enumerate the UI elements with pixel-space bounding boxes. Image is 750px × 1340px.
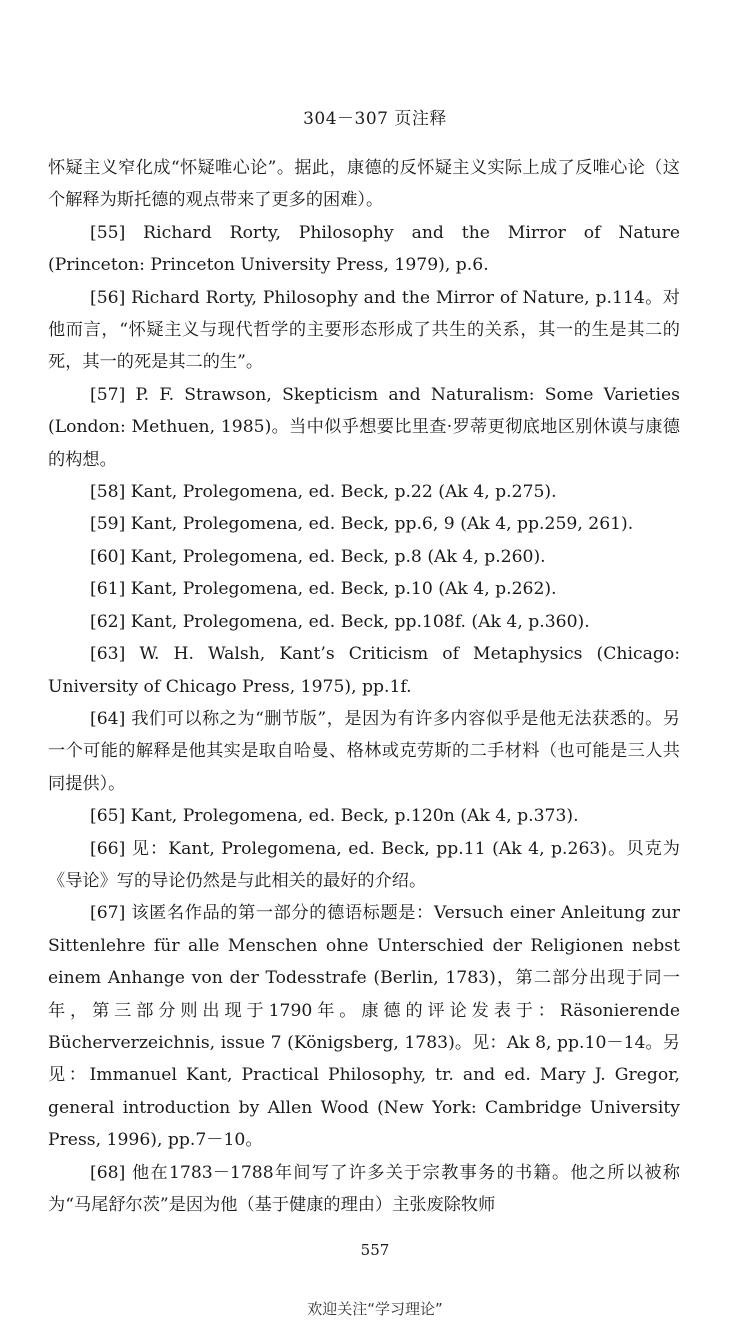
note-57: [57] P. F. Strawson, Skepticism and Naturalism: Some Varieties (London: Methuen, 1985)。当中似乎想要比里查·罗蒂更彻底地区别休谟与康德的构想。 xyxy=(48,384,680,470)
note-59: [59] Kant, Prolegomena, ed. Beck, pp.6, 9 (Ak 4, pp.259, 261). xyxy=(90,514,634,535)
note-63: [63] W. H. Walsh, Kant’s Criticism of Metaphysics (Chicago: University of Chicago Press, 1975), pp.1f. xyxy=(48,644,680,697)
note-60: [60] Kant, Prolegomena, ed. Beck, p.8 (Ak 4, p.260). xyxy=(90,546,546,567)
note-68: [68] 他在1783－1788年间写了许多关于宗教事务的书籍。他之所以被称为“马尾舒尔茨”是因为他（基于健康的理由）主张废除牧师 xyxy=(48,1162,680,1215)
note-66: [66] 见：Kant, Prolegomena, ed. Beck, pp.11 (Ak 4, p.263)。贝克为《导论》写的导论仍然是与此相关的最好的介绍。 xyxy=(48,838,680,891)
note-58: [58] Kant, Prolegomena, ed. Beck, p.22 (Ak 4, p.275). xyxy=(90,482,557,503)
note-55: [55] Richard Rorty, Philosophy and the Mirror of Nature (Princeton: Princeton University Press, 1979), p.6. xyxy=(48,222,680,276)
note-67: [67] 该匿名作品的第一部分的德语标题是：Versuch einer Anleitung zur Sittenlehre für alle Menschen ohne Unterschied der Religionen nebst einem Anhange von der Todesstrafe (Berlin, 1783)，第二部分出现于同一年，第三部分则出现于1790年。康德的评论发表于：Räsonierende Bücherverzeichnis, issue 7 (Königsberg, 1783)。见：Ak 8, pp.10－14。另见：Immanuel Kant, Practical Philosophy, tr. and ed. Mary J. Gregor, general introduction by Allen Wood (New York: Cambridge University Press, 1996), pp.7－10。 xyxy=(48,903,680,1151)
notes-body xyxy=(48,152,680,1221)
note-65: [65] Kant, Prolegomena, ed. Beck, p.120n (Ak 4, p.373). xyxy=(90,806,579,827)
note-paragraph: 怀疑主义窄化成“怀疑唯心论”。据此，康德的反怀疑主义实际上成了反唯心论（这个解释为斯托德的观点带来了更多的困难）。 xyxy=(48,158,680,211)
note-64: [64] 我们可以称之为“删节版”，是因为有许多内容似乎是他无法获悉的。另一个可能的解释是他其实是取自哈曼、格林或克劳斯的二手材料（也可能是三人共同提供）。 xyxy=(48,708,680,794)
footer-watermark: 欢迎关注“学习理论” xyxy=(307,1300,443,1318)
page-number: 557 xyxy=(360,1241,390,1259)
running-header: 304－307 页注释 xyxy=(303,109,447,129)
note-61: [61] Kant, Prolegomena, ed. Beck, p.10 (Ak 4, p.262). xyxy=(90,579,557,600)
note-62: [62] Kant, Prolegomena, ed. Beck, pp.108f. (Ak 4, p.360). xyxy=(90,611,590,632)
note-56: [56] Richard Rorty, Philosophy and the Mirror of Nature, p.114。对他而言，“怀疑主义与现代哲学的主要形态形成了共生的关系，其一的生是其二的死，其一的死是其二的生”。 xyxy=(48,287,680,373)
